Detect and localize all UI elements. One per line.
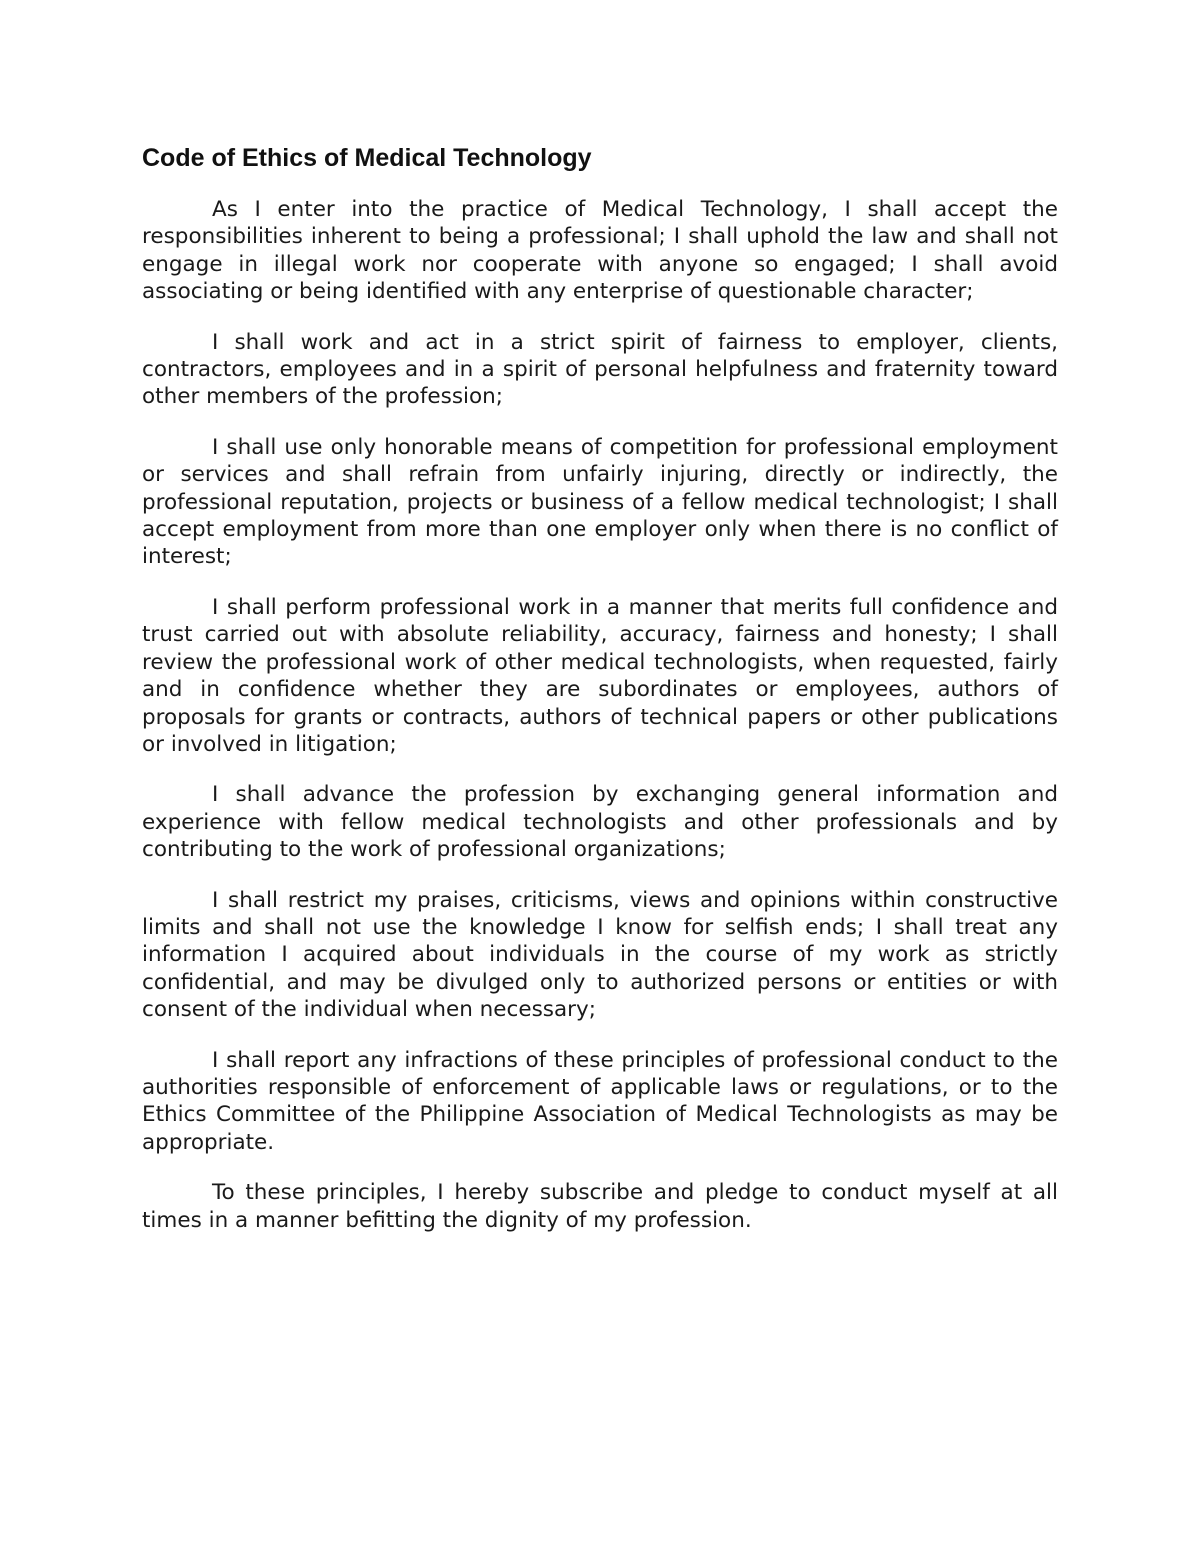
paragraph-7: I shall report any infractions of these principles of professional conduct to the authorities responsible of enforcement of applicable laws or regulations, or to the Ethics Committee of the Philippine Association of Medical Technologists as may be appropriate.	[142, 1047, 1058, 1155]
document-title: Code of Ethics of Medical Technology	[142, 144, 592, 172]
paragraph-8: To these principles, I hereby subscribe and pledge to conduct myself at all times in a manner befitting the dignity of my profession.	[142, 1180, 1058, 1233]
paragraph-2: I shall work and act in a strict spirit of fairness to employer, clients, contractors, employees and in a spirit of personal helpfulness and fraternity toward other members of the profession;	[142, 329, 1058, 410]
paragraph-1: As I enter into the practice of Medical Technology, I shall accept the responsibilities inherent to being a professional; I shall uphold the law and shall not engage in illegal work nor cooperate with anyone so engaged; I shall avoid associating or being identified with any enterprise of questionable character;	[142, 197, 1058, 305]
paragraph-4: I shall perform professional work in a manner that merits full confidence and trust carried out with absolute reliability, accuracy, fairness and honesty; I shall review the professional work of other medical technologists, when requested, fairly and in confidence whether they are subordinates or employees, authors of proposals for grants or contracts, authors of technical papers or other publications or involved in litigation;	[142, 594, 1058, 757]
paragraph-6: I shall restrict my praises, criticisms, views and opinions within constructive limits and shall not use the knowledge I know for selfish ends; I shall treat any information I acquired about individuals in the course of my work as strictly confidential, and may be divulged only to authorized persons or entities or with consent of the individual when necessary;	[142, 887, 1058, 1023]
document-page	[142, 142, 1058, 1257]
paragraph-3: I shall use only honorable means of competition for professional employment or services and shall refrain from unfairly injuring, directly or indirectly, the professional reputation, projects or business of a fellow medical technologist; I shall accept employment from more than one employer only when there is no conflict of interest;	[142, 434, 1058, 570]
paragraph-5: I shall advance the profession by exchanging general information and experience with fellow medical technologists and other professionals and by contributing to the work of professional organizations;	[142, 782, 1058, 863]
